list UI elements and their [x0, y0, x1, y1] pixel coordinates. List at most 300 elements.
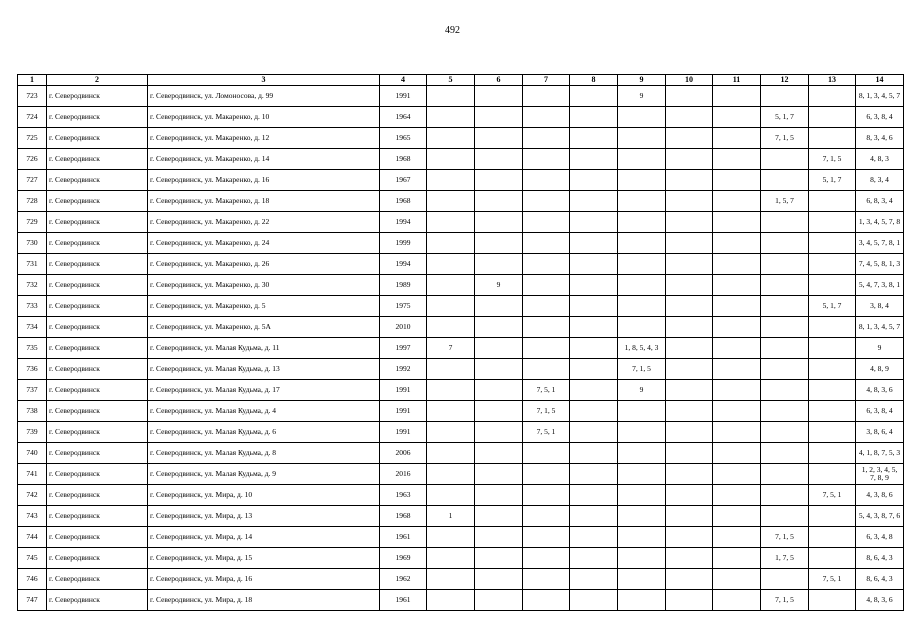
table-cell-col-13	[809, 212, 856, 233]
table-row	[18, 443, 904, 464]
table-cell-col-6	[475, 191, 523, 212]
column-header-2: 2	[47, 75, 148, 86]
table-cell-col-1: 730	[18, 233, 47, 254]
table-cell-col-13: 7, 1, 5	[809, 149, 856, 170]
table-cell-col-3: г. Северодвинск, ул. Ломоносова, д. 99	[148, 86, 380, 107]
table-cell-col-5: 1	[427, 506, 475, 527]
table-row	[18, 338, 904, 359]
table-cell-col-7: 7, 5, 1	[523, 422, 570, 443]
table-cell-col-12	[761, 296, 809, 317]
table-cell-col-5	[427, 590, 475, 611]
table-row	[18, 149, 904, 170]
table-cell-col-10	[666, 443, 713, 464]
table-cell-col-13	[809, 443, 856, 464]
table-cell-col-14: 3, 4, 5, 7, 8, 1	[856, 233, 904, 254]
table-cell-col-6	[475, 149, 523, 170]
table-row	[18, 107, 904, 128]
table-cell-col-7	[523, 275, 570, 296]
column-header-6: 6	[475, 75, 523, 86]
table-cell-col-2: г. Северодвинск	[47, 149, 148, 170]
table-cell-col-12	[761, 422, 809, 443]
table-cell-col-12	[761, 338, 809, 359]
column-header-12: 12	[761, 75, 809, 86]
table-cell-col-14: 7, 4, 5, 8, 1, 3	[856, 254, 904, 275]
table-cell-col-4: 1961	[380, 590, 427, 611]
table-cell-col-3: г. Северодвинск, ул. Макаренко, д. 14	[148, 149, 380, 170]
table-cell-col-7	[523, 443, 570, 464]
table-cell-col-7	[523, 527, 570, 548]
table-cell-col-12	[761, 212, 809, 233]
table-row	[18, 254, 904, 275]
table-cell-col-9	[618, 506, 666, 527]
table-cell-col-9	[618, 149, 666, 170]
table-cell-col-4: 1961	[380, 527, 427, 548]
table-cell-col-3: г. Северодвинск, ул. Малая Кудьма, д. 17	[148, 380, 380, 401]
table-cell-col-2: г. Северодвинск	[47, 338, 148, 359]
table-cell-col-7	[523, 128, 570, 149]
table-cell-col-7	[523, 590, 570, 611]
table-cell-col-14: 4, 1, 8, 7, 5, 3	[856, 443, 904, 464]
table-cell-col-3: г. Северодвинск, ул. Макаренко, д. 30	[148, 275, 380, 296]
table-cell-col-14: 3, 8, 6, 4	[856, 422, 904, 443]
table-cell-col-9: 9	[618, 86, 666, 107]
table-cell-col-7: 7, 5, 1	[523, 380, 570, 401]
table-cell-col-14: 6, 3, 8, 4	[856, 107, 904, 128]
table-cell-col-7	[523, 86, 570, 107]
table-row	[18, 422, 904, 443]
table-cell-col-4: 1992	[380, 359, 427, 380]
table-cell-col-9	[618, 401, 666, 422]
table-cell-col-5	[427, 380, 475, 401]
table-cell-col-2: г. Северодвинск	[47, 191, 148, 212]
table-cell-col-1: 739	[18, 422, 47, 443]
table-cell-col-9	[618, 548, 666, 569]
table-cell-col-9	[618, 107, 666, 128]
table-cell-col-14: 6, 8, 3, 4	[856, 191, 904, 212]
table-cell-col-5	[427, 128, 475, 149]
table-cell-col-6	[475, 380, 523, 401]
table-cell-col-12	[761, 506, 809, 527]
table-cell-col-8	[570, 107, 618, 128]
table-cell-col-9: 9	[618, 380, 666, 401]
table-cell-col-8	[570, 86, 618, 107]
table-row	[18, 506, 904, 527]
table-cell-col-5: 7	[427, 338, 475, 359]
table-cell-col-10	[666, 149, 713, 170]
table-cell-col-3: г. Северодвинск, ул. Макаренко, д. 5	[148, 296, 380, 317]
table-cell-col-11	[713, 170, 761, 191]
table-cell-col-6	[475, 527, 523, 548]
table-cell-col-13	[809, 128, 856, 149]
table-cell-col-3: г. Северодвинск, ул. Мира, д. 13	[148, 506, 380, 527]
table-cell-col-2: г. Северодвинск	[47, 275, 148, 296]
table-cell-col-9	[618, 485, 666, 506]
table-cell-col-7: 7, 1, 5	[523, 401, 570, 422]
table-cell-col-13	[809, 506, 856, 527]
table-cell-col-12	[761, 464, 809, 485]
table-cell-col-12	[761, 380, 809, 401]
table-cell-col-2: г. Северодвинск	[47, 401, 148, 422]
table-cell-col-9	[618, 590, 666, 611]
column-header-14: 14	[856, 75, 904, 86]
table-cell-col-14: 4, 8, 3, 6	[856, 590, 904, 611]
table-cell-col-11	[713, 443, 761, 464]
table-cell-col-1: 742	[18, 485, 47, 506]
table-row	[18, 569, 904, 590]
table-cell-col-11	[713, 233, 761, 254]
table-cell-col-9: 7, 1, 5	[618, 359, 666, 380]
table-cell-col-1: 726	[18, 149, 47, 170]
table-cell-col-11	[713, 506, 761, 527]
table-row	[18, 359, 904, 380]
table-cell-col-3: г. Северодвинск, ул. Малая Кудьма, д. 8	[148, 443, 380, 464]
table-cell-col-1: 723	[18, 86, 47, 107]
table-cell-col-2: г. Северодвинск	[47, 233, 148, 254]
table-cell-col-8	[570, 506, 618, 527]
table-cell-col-10	[666, 485, 713, 506]
table-cell-col-2: г. Северодвинск	[47, 506, 148, 527]
table-cell-col-1: 735	[18, 338, 47, 359]
table-cell-col-10	[666, 506, 713, 527]
table-cell-col-2: г. Северодвинск	[47, 254, 148, 275]
table-cell-col-7	[523, 149, 570, 170]
table-cell-col-6	[475, 128, 523, 149]
table-cell-col-4: 2010	[380, 317, 427, 338]
table-cell-col-14: 4, 8, 3	[856, 149, 904, 170]
table-cell-col-2: г. Северодвинск	[47, 422, 148, 443]
table-cell-col-8	[570, 254, 618, 275]
table-cell-col-1: 728	[18, 191, 47, 212]
table-cell-col-5	[427, 548, 475, 569]
table-row	[18, 170, 904, 191]
table-cell-col-5	[427, 254, 475, 275]
table-cell-col-4: 1991	[380, 380, 427, 401]
table-cell-col-7	[523, 212, 570, 233]
table-cell-col-14: 8, 1, 3, 4, 5, 7	[856, 86, 904, 107]
table-cell-col-12: 7, 1, 5	[761, 128, 809, 149]
table-cell-col-7	[523, 317, 570, 338]
table-cell-col-8	[570, 170, 618, 191]
table-cell-col-5	[427, 86, 475, 107]
table-cell-col-8	[570, 233, 618, 254]
table-cell-col-11	[713, 359, 761, 380]
table-cell-col-11	[713, 107, 761, 128]
table-cell-col-2: г. Северодвинск	[47, 296, 148, 317]
table-cell-col-1: 736	[18, 359, 47, 380]
table-cell-col-12: 1, 7, 5	[761, 548, 809, 569]
table-cell-col-3: г. Северодвинск, ул. Макаренко, д. 26	[148, 254, 380, 275]
table-cell-col-6	[475, 359, 523, 380]
table-cell-col-4: 1963	[380, 485, 427, 506]
table-cell-col-11	[713, 317, 761, 338]
table-cell-col-7	[523, 569, 570, 590]
table-cell-col-8	[570, 590, 618, 611]
table-cell-col-11	[713, 548, 761, 569]
table-cell-col-5	[427, 527, 475, 548]
table-row	[18, 380, 904, 401]
table-cell-col-8	[570, 443, 618, 464]
table-cell-col-10	[666, 464, 713, 485]
table-cell-col-8	[570, 569, 618, 590]
table-cell-col-12	[761, 443, 809, 464]
table-cell-col-1: 744	[18, 527, 47, 548]
table-cell-col-8	[570, 212, 618, 233]
table-cell-col-5	[427, 443, 475, 464]
table-cell-col-10	[666, 422, 713, 443]
table-cell-col-4: 1969	[380, 548, 427, 569]
table-row	[18, 485, 904, 506]
table-cell-col-6	[475, 296, 523, 317]
table-cell-col-3: г. Северодвинск, ул. Малая Кудьма, д. 9	[148, 464, 380, 485]
table-cell-col-6	[475, 569, 523, 590]
table-cell-col-7	[523, 548, 570, 569]
table-cell-col-13	[809, 527, 856, 548]
table-cell-col-5	[427, 485, 475, 506]
table-cell-col-11	[713, 212, 761, 233]
table-cell-col-8	[570, 401, 618, 422]
table-cell-col-13	[809, 107, 856, 128]
table-cell-col-6	[475, 464, 523, 485]
column-header-1: 1	[18, 75, 47, 86]
table-cell-col-11	[713, 254, 761, 275]
table-cell-col-7	[523, 191, 570, 212]
table-cell-col-4: 1997	[380, 338, 427, 359]
table-cell-col-4: 1989	[380, 275, 427, 296]
table-cell-col-9	[618, 170, 666, 191]
table-cell-col-1: 737	[18, 380, 47, 401]
page-number: 492	[445, 25, 460, 36]
table-cell-col-13: 5, 1, 7	[809, 170, 856, 191]
table-cell-col-14: 4, 3, 8, 6	[856, 485, 904, 506]
table-cell-col-4: 1968	[380, 149, 427, 170]
table-cell-col-4: 2016	[380, 464, 427, 485]
table-cell-col-13: 5, 1, 7	[809, 296, 856, 317]
table-cell-col-12	[761, 359, 809, 380]
table-cell-col-11	[713, 401, 761, 422]
table-cell-col-3: г. Северодвинск, ул. Макаренко, д. 12	[148, 128, 380, 149]
table-cell-col-14: 4, 8, 3, 6	[856, 380, 904, 401]
table-cell-col-14: 8, 3, 4	[856, 170, 904, 191]
table-cell-col-6	[475, 338, 523, 359]
table-cell-col-10	[666, 569, 713, 590]
table-cell-col-7	[523, 464, 570, 485]
table-cell-col-6	[475, 86, 523, 107]
table-cell-col-14: 8, 1, 3, 4, 5, 7	[856, 317, 904, 338]
table-cell-col-13	[809, 401, 856, 422]
table-cell-col-14: 3, 8, 4	[856, 296, 904, 317]
table-cell-col-1: 732	[18, 275, 47, 296]
column-header-9: 9	[618, 75, 666, 86]
table-cell-col-3: г. Северодвинск, ул. Мира, д. 16	[148, 569, 380, 590]
table-cell-col-10	[666, 359, 713, 380]
table-cell-col-9	[618, 569, 666, 590]
table-cell-col-9	[618, 296, 666, 317]
table-cell-col-5	[427, 149, 475, 170]
table-cell-col-5	[427, 212, 475, 233]
table-cell-col-6	[475, 506, 523, 527]
table-cell-col-5	[427, 296, 475, 317]
table-cell-col-13	[809, 275, 856, 296]
table-cell-col-7	[523, 506, 570, 527]
table-cell-col-1: 741	[18, 464, 47, 485]
table-cell-col-4: 1964	[380, 107, 427, 128]
table-cell-col-2: г. Северодвинск	[47, 170, 148, 191]
table-cell-col-10	[666, 254, 713, 275]
table-cell-col-1: 725	[18, 128, 47, 149]
table-cell-col-4: 1991	[380, 86, 427, 107]
table-cell-col-1: 724	[18, 107, 47, 128]
table-row	[18, 191, 904, 212]
table-cell-col-8	[570, 296, 618, 317]
table-cell-col-3: г. Северодвинск, ул. Мира, д. 14	[148, 527, 380, 548]
table-cell-col-12: 5, 1, 7	[761, 107, 809, 128]
table-row	[18, 590, 904, 611]
table-cell-col-10	[666, 233, 713, 254]
table-cell-col-9	[618, 422, 666, 443]
table-cell-col-11	[713, 527, 761, 548]
table-cell-col-14: 8, 6, 4, 3	[856, 548, 904, 569]
table-cell-col-14: 1, 2, 3, 4, 5, 7, 8, 9	[856, 464, 904, 485]
table-cell-col-10	[666, 128, 713, 149]
table-row	[18, 317, 904, 338]
table-cell-col-2: г. Северодвинск	[47, 443, 148, 464]
table-cell-col-13: 7, 5, 1	[809, 569, 856, 590]
table-cell-col-4: 1967	[380, 170, 427, 191]
table-cell-col-12	[761, 401, 809, 422]
table-cell-col-12	[761, 569, 809, 590]
table-cell-col-2: г. Северодвинск	[47, 107, 148, 128]
table-cell-col-12	[761, 317, 809, 338]
table-cell-col-4: 1968	[380, 506, 427, 527]
table-cell-col-8	[570, 338, 618, 359]
table-body	[18, 86, 904, 611]
table-cell-col-10	[666, 317, 713, 338]
table-cell-col-1: 731	[18, 254, 47, 275]
table-cell-col-2: г. Северодвинск	[47, 485, 148, 506]
table-cell-col-8	[570, 485, 618, 506]
table-cell-col-5	[427, 275, 475, 296]
table-cell-col-3: г. Северодвинск, ул. Малая Кудьма, д. 4	[148, 401, 380, 422]
table-cell-col-11	[713, 338, 761, 359]
table-cell-col-11	[713, 422, 761, 443]
table-cell-col-14: 8, 6, 4, 3	[856, 569, 904, 590]
table-cell-col-4: 1975	[380, 296, 427, 317]
table-cell-col-11	[713, 128, 761, 149]
table-cell-col-2: г. Северодвинск	[47, 527, 148, 548]
table-cell-col-2: г. Северодвинск	[47, 86, 148, 107]
table-cell-col-6	[475, 317, 523, 338]
table-cell-col-8	[570, 422, 618, 443]
table-cell-col-12: 1, 5, 7	[761, 191, 809, 212]
table-cell-col-4: 1968	[380, 191, 427, 212]
table-cell-col-10	[666, 212, 713, 233]
table-cell-col-13	[809, 338, 856, 359]
table-row	[18, 212, 904, 233]
table-cell-col-12: 7, 1, 5	[761, 590, 809, 611]
table-cell-col-11	[713, 569, 761, 590]
table-cell-col-12	[761, 254, 809, 275]
table-cell-col-10	[666, 275, 713, 296]
table-cell-col-9	[618, 464, 666, 485]
table-cell-col-9	[618, 128, 666, 149]
column-header-4: 4	[380, 75, 427, 86]
table-cell-col-5	[427, 170, 475, 191]
table-cell-col-5	[427, 464, 475, 485]
table-cell-col-12: 7, 1, 5	[761, 527, 809, 548]
table-cell-col-14: 4, 8, 9	[856, 359, 904, 380]
column-header-7: 7	[523, 75, 570, 86]
table-cell-col-4: 1994	[380, 212, 427, 233]
table-cell-col-1: 743	[18, 506, 47, 527]
table-cell-col-11	[713, 296, 761, 317]
data-table	[17, 74, 904, 611]
table-cell-col-9	[618, 275, 666, 296]
table-cell-col-9	[618, 254, 666, 275]
table-row	[18, 86, 904, 107]
table-cell-col-14: 1, 3, 4, 5, 7, 8	[856, 212, 904, 233]
table-row	[18, 401, 904, 422]
table-cell-col-8	[570, 275, 618, 296]
table-cell-col-6	[475, 254, 523, 275]
column-header-11: 11	[713, 75, 761, 86]
table-cell-col-12	[761, 275, 809, 296]
table-cell-col-13	[809, 233, 856, 254]
table-cell-col-6	[475, 443, 523, 464]
table-cell-col-9	[618, 443, 666, 464]
table-row	[18, 296, 904, 317]
table-cell-col-11	[713, 485, 761, 506]
table-cell-col-9	[618, 527, 666, 548]
table-cell-col-13	[809, 86, 856, 107]
table-cell-col-8	[570, 191, 618, 212]
table-cell-col-14: 6, 3, 8, 4	[856, 401, 904, 422]
table-cell-col-6	[475, 485, 523, 506]
column-header-5: 5	[427, 75, 475, 86]
table-cell-col-6	[475, 401, 523, 422]
table-cell-col-13	[809, 317, 856, 338]
table-cell-col-13	[809, 422, 856, 443]
table-cell-col-1: 734	[18, 317, 47, 338]
table-cell-col-1: 746	[18, 569, 47, 590]
table-row	[18, 233, 904, 254]
table-cell-col-4: 1994	[380, 254, 427, 275]
table-cell-col-2: г. Северодвинск	[47, 128, 148, 149]
table-cell-col-5	[427, 107, 475, 128]
table-cell-col-10	[666, 170, 713, 191]
table-cell-col-10	[666, 548, 713, 569]
table-cell-col-7	[523, 233, 570, 254]
table-cell-col-2: г. Северодвинск	[47, 548, 148, 569]
table-cell-col-5	[427, 317, 475, 338]
table-cell-col-8	[570, 380, 618, 401]
table-cell-col-4: 1999	[380, 233, 427, 254]
table-row	[18, 527, 904, 548]
table-cell-col-8	[570, 527, 618, 548]
table-cell-col-13	[809, 254, 856, 275]
table-cell-col-12	[761, 170, 809, 191]
table-cell-col-9	[618, 212, 666, 233]
table-cell-col-1: 745	[18, 548, 47, 569]
table-cell-col-8	[570, 317, 618, 338]
table-cell-col-10	[666, 380, 713, 401]
table-cell-col-2: г. Северодвинск	[47, 317, 148, 338]
table-cell-col-10	[666, 296, 713, 317]
table-cell-col-11	[713, 191, 761, 212]
table-cell-col-3: г. Северодвинск, ул. Малая Кудьма, д. 11	[148, 338, 380, 359]
table-cell-col-1: 740	[18, 443, 47, 464]
table-cell-col-9	[618, 233, 666, 254]
table-cell-col-6	[475, 212, 523, 233]
